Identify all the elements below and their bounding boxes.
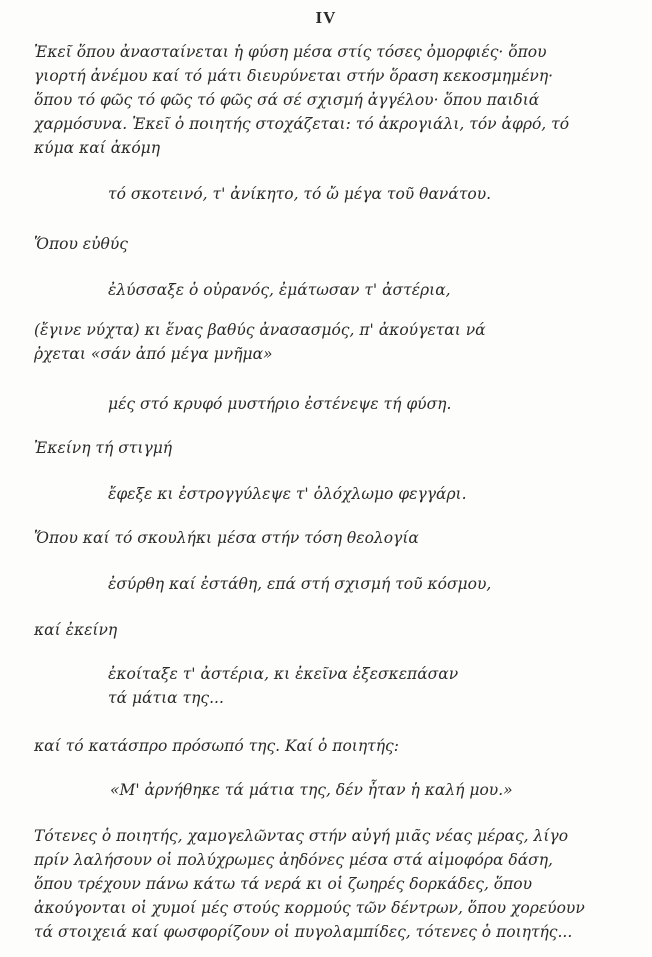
text-line: ὅπου τρέχουν πάνω κάτω τά νερά κι οἱ ζωηρές δορκάδες, ὅπου: [34, 875, 533, 893]
verse-line-3: [108, 392, 628, 416]
text-line: τά μάτια της...: [108, 689, 224, 707]
text-line: ἐσύρθη καί ἐστάθη, επά στή σχισμή τοῦ κόσμου,: [108, 575, 492, 593]
paragraph-8: [34, 824, 624, 944]
text-line: Ὅπου καί τό σκουλήκι μέσα στήν τόση θεολογία: [34, 529, 419, 547]
text-line: «Μ' ἀρνήθηκε τά μάτια της, δέν ἦταν ἡ καλή μου.»: [110, 781, 513, 799]
text-line: Ὅπου εὐθύς: [34, 235, 128, 253]
paragraph-3: [34, 318, 624, 366]
text-line: ὅπου τό φῶς τό φῶς τό φῶς σά σέ σχισμή ἀγγέλου· ὅπου παιδιά: [34, 91, 540, 109]
paragraph-2: [34, 232, 624, 256]
verse-line-5: [108, 572, 628, 596]
paragraph-6: [34, 618, 624, 642]
text-line: Τότενες ὁ ποιητής, χαμογελῶντας στήν αὐγή μιᾶς νέας μέρας, λίγο: [34, 827, 569, 845]
text-line: τό σκοτεινό, τ' ἀνίκητο, τό ὤ μέγα τοῦ θανάτου.: [108, 185, 492, 203]
text-line: Ἐκεῖ ὅπου ἀνασταίνεται ἡ φύση μέσα στίς τόσες ὀμορφιές· ὅπου: [34, 43, 547, 61]
verse-line-1: [108, 182, 628, 206]
verse-line-6: [108, 662, 628, 710]
text-line: καί τό κατάσπρο πρόσωπό της. Καί ὁ ποιητής:: [34, 737, 399, 755]
verse-line-4: [108, 482, 628, 506]
text-line: (ἔγινε νύχτα) κι ἕνας βαθύς ἀνασασμός, π' ἀκούγεται νά: [34, 321, 486, 339]
text-line: ἐλύσσαξε ὁ οὐρανός, ἐμάτωσαν τ' ἀστέρια,: [108, 281, 451, 299]
text-line: πρίν λαλήσουν οἱ πολύχρωμες ἀηδόνες μέσα στά αἱμοφόρα δάση,: [34, 851, 553, 869]
text-line: ἀκούγονται οἱ χυμοί μές στούς κορμούς τῶν δέντρων, ὅπου χορεύουν: [34, 899, 585, 917]
text-line: ἔφεξε κι ἐστρογγύλεψε τ' ὁλόχλωμο φεγγάρι.: [108, 485, 467, 503]
paragraph-1: [34, 40, 624, 160]
text-line: χαρμόσυνα. Ἐκεῖ ὁ ποιητής στοχάζεται: τό ἀκρογιάλι, τόν ἀφρό, τό: [34, 115, 570, 133]
paragraph-4: [34, 436, 624, 460]
text-line: ῤχεται «σάν ἀπό μέγα μνῆμα»: [34, 345, 273, 363]
paragraph-7: [34, 734, 624, 758]
paragraph-5: [34, 526, 624, 550]
section-number: IV: [315, 8, 337, 27]
text-line: μές στό κρυφό μυστήριο ἐστένεψε τή φύση.: [108, 395, 452, 413]
text-line: Ἐκείνη τή στιγμή: [34, 439, 173, 457]
quote-line: [110, 778, 630, 802]
verse-line-2: [108, 278, 628, 302]
text-line: ἐκοίταξε τ' ἀστέρια, κι ἐκεῖνα ἐξεσκεπάσαν: [108, 665, 459, 683]
text-line: γιορτή ἀνέμου καί τό μάτι διευρύνεται στήν ὅραση κεκοσμημένη·: [34, 67, 554, 85]
text-line: τά στοιχειά καί φωσφορίζουν οἱ πυγολαμπίδες, τότενες ὁ ποιητής...: [34, 923, 573, 941]
text-line: κύμα καί ἀκόμη: [34, 139, 161, 157]
text-line: καί ἐκείνη: [34, 621, 118, 639]
